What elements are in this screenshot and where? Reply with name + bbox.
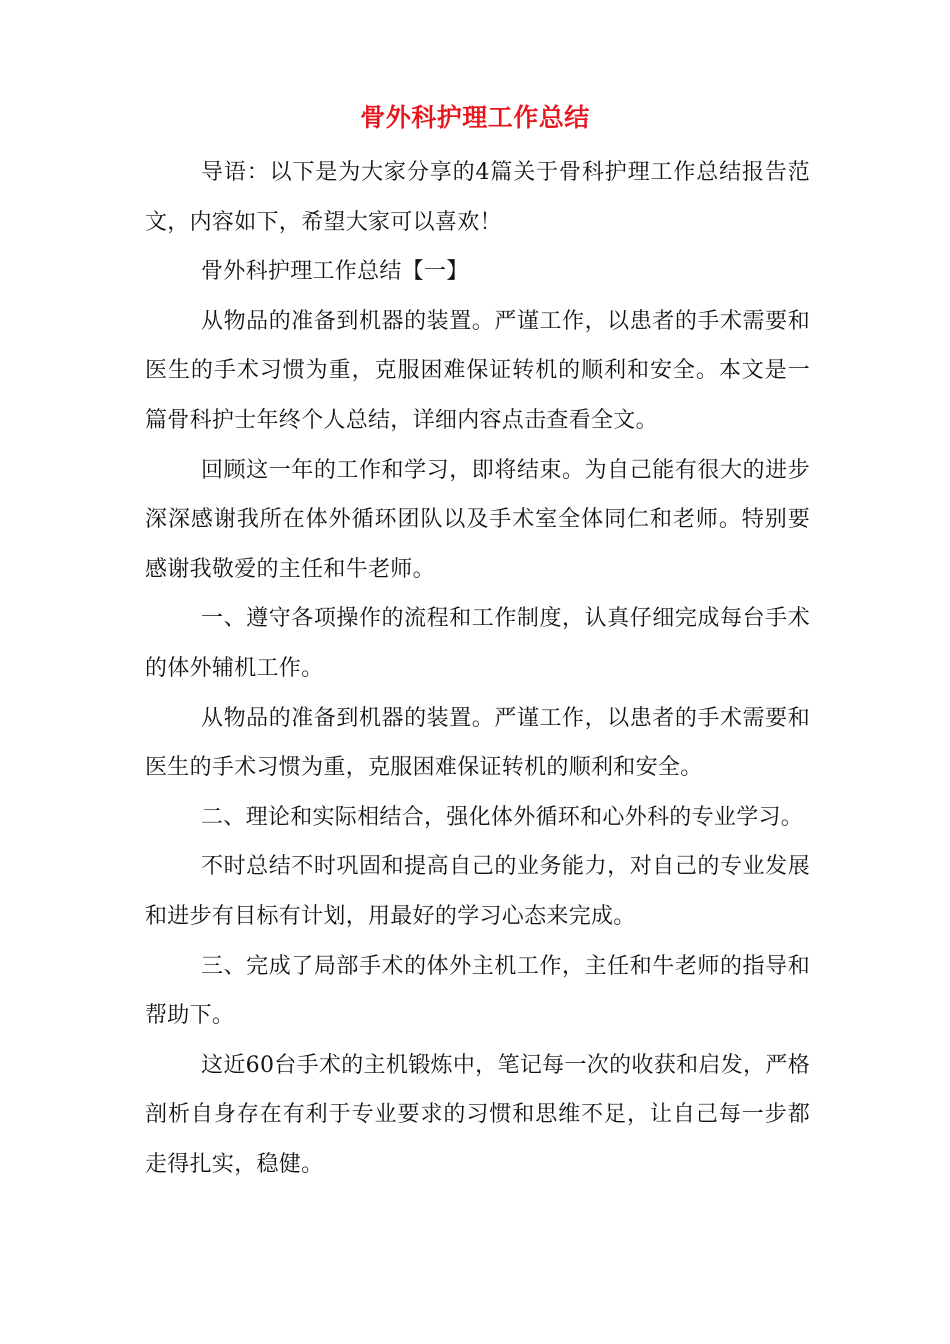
section-heading: 骨外科护理工作总结【一】 <box>201 259 469 285</box>
body-paragraph: 三、完成了局部手术的体外主机工作，主任和牛老师的指导和帮助下。 <box>145 953 810 1029</box>
document-title: 骨外科护理工作总结 <box>360 103 590 132</box>
document-body <box>145 148 810 1189</box>
intro-paragraph: 导语：以下是为大家分享的4篇关于骨科护理工作总结报告范文，内容如下，希望大家可以喜欢！ <box>145 160 810 235</box>
body-paragraph: 回顾这一年的工作和学习，即将结束。为自己能有很大的进步深深感谢我所在体外循环团队以及手术室全体同仁和老师。特别要感谢我敬爱的主任和牛老师。 <box>145 457 810 582</box>
body-paragraph: 二、理论和实际相结合，强化体外循环和心外科的专业学习。 <box>201 804 804 830</box>
body-paragraph: 这近60台手术的主机锻炼中，笔记每一次的收获和启发，严格剖析自身存在有利于专业要求的习惯和思维不足，让自己每一步都走得扎实，稳健。 <box>145 1052 810 1177</box>
body-paragraph: 从物品的准备到机器的装置。严谨工作，以患者的手术需要和医生的手术习惯为重，克服困难保证转机的顺利和安全。本文是一篇骨科护士年终个人总结，详细内容点击查看全文。 <box>145 308 810 433</box>
body-paragraph: 不时总结不时巩固和提高自己的业务能力，对自己的专业发展和进步有目标有计划，用最好的学习心态来完成。 <box>145 854 810 929</box>
body-paragraph: 从物品的准备到机器的装置。严谨工作，以患者的手术需要和医生的手术习惯为重，克服困难保证转机的顺利和安全。 <box>145 705 810 781</box>
body-paragraph: 一、遵守各项操作的流程和工作制度，认真仔细完成每台手术的体外辅机工作。 <box>145 606 810 681</box>
